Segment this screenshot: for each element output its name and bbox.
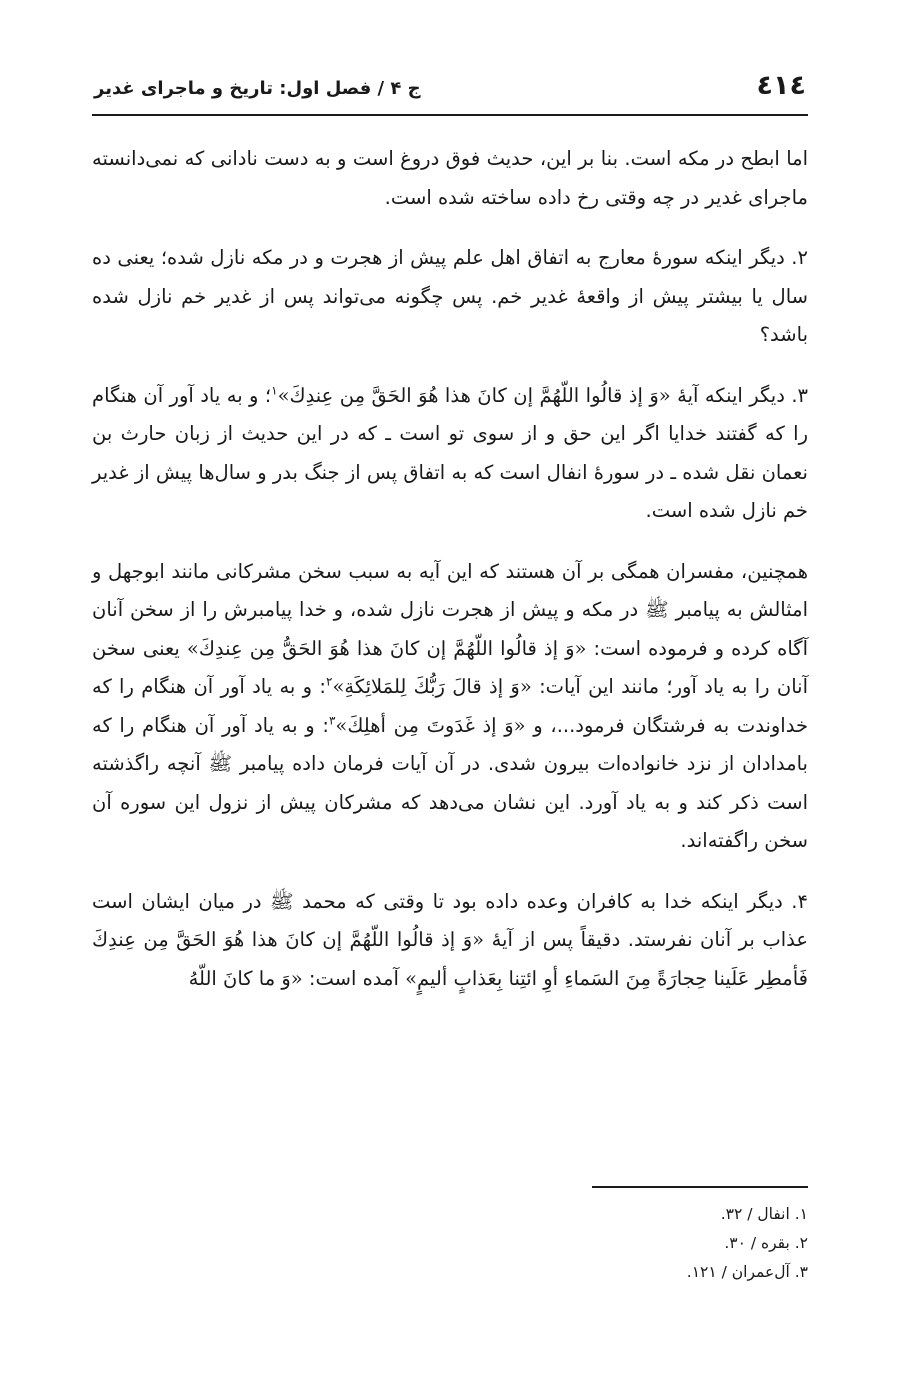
paragraph — [92, 883, 808, 999]
running-title: ج ۴ / فصل اول: تاریخ و ماجرای غدیر — [94, 78, 421, 99]
footnote-separator — [592, 1186, 808, 1188]
paragraph-text: : و به یاد آور آن هنگام را که خداوندت به فرشتگان فرمود...، و — [92, 675, 808, 737]
quran-quote: «وَ إذ غَدَوتَ مِن أهلِكَ» — [335, 713, 526, 737]
paragraph — [92, 377, 808, 531]
paragraph-text: آمده است: — [302, 966, 406, 990]
footnote: ۱. انفال / ۳۲. — [720, 1205, 808, 1223]
paragraph — [92, 140, 808, 217]
quran-quote: «وَ إذ قالُوا اللّهُمَّ إن کانَ هذا هُوَ الحَقُّ مِن عِندِكَ» — [186, 636, 587, 660]
paragraph-text: ۳. دیگر اینکه آیهٔ — [670, 383, 809, 407]
quran-quote: «وَ إذ قالُوا اللّهُمَّ إن کانَ هذا هُوَ الحَقَّ مِن عِندِكَ» — [277, 383, 671, 407]
footnote: ۲. بقره / ۳۰. — [724, 1234, 808, 1252]
quran-quote: «وَ إذ قالُوا اللّهُمَّ إن کانَ هذا هُوَ الحَقَّ مِن عِندِكَ فَأمطِر عَلَینا حِجارَةً مِنَ السَماءِ أوِ ائتِنا بِعَذابٍ ألیمٍ» — [92, 928, 808, 990]
footnote-ref: ۲ — [326, 674, 333, 689]
footnote-ref: ۳ — [328, 713, 336, 727]
paragraph-text: یعنی سخن آنان را به یاد آور؛ مانند این آیات: — [92, 636, 808, 698]
paragraph — [92, 239, 808, 355]
paragraph-text: همچنین، مفسران همگی بر آن هستند که این آیه به سبب سخن مشرکانی مانند ابوجهل و امثالش به پیامبر ﷺ در مکه و پیش از هجرت نازل شده، و خدا پیامبرش را از سخن آنان آگاه کرده و فرموده است: — [92, 559, 809, 660]
page-header — [92, 68, 808, 116]
paragraph-text: ۲. دیگر اینکه سورهٔ معارج به اتفاق اهل علم پیش از هجرت و در مکه نازل شده؛ یعنی ده سال یا بیشتر پیش از واقعهٔ غدیر خم. پس چگونه می‌تواند پس از غدیر خم نازل شده باشد؟ — [92, 246, 808, 346]
quran-quote: «وَ إذ قالَ رَبُّكَ لِلمَلائِكَةِ» — [332, 675, 532, 698]
footnote-ref: ۱ — [271, 383, 278, 397]
body-text — [92, 140, 808, 1020]
footnotes — [408, 1200, 808, 1287]
footnote: ۳. آل‌عمران / ۱۲۱. — [686, 1263, 808, 1281]
page-number: ٤١٤ — [756, 70, 806, 101]
paragraph-text: ؛ و به یاد آور آن هنگام را که گفتند خدایا اگر این حق و از سوی تو است ـ که در این حدیث از زبان حارث بن نعمان نقل شده ـ در سورهٔ انفال است که به اتفاق پس از جنگ بدر و سال‌ها پیش از غدیر خم نازل شده است. — [92, 383, 808, 522]
paragraph-text: ۴. دیگر اینکه خدا به کافران وعده داده بود تا وقتی که محمد ﷺ در میان ایشان است عذاب بر آنان نفرستد. دقیقاً پس از آیهٔ — [92, 889, 809, 951]
quran-quote: «وَ ما کانَ اللّهُ — [188, 966, 303, 990]
paragraph — [92, 553, 808, 861]
paragraph-text: : و به یاد آور آن هنگام را که بامدادان از نزد خانواده‌ات بیرون شدی. در آن آیات فرمان داده پیامبر ﷺ آنچه راگذشته است ذکر کند و به یاد آورد. این نشان می‌دهد که مشرکان پیش از نزول این سوره آن سخن راگفته‌اند. — [92, 713, 808, 852]
paragraph-text: اما ابطح در مکه است. بنا بر این، حدیث فوق دروغ است و به دست نادانی که نمی‌دانسته ماجرای غدیر در چه وقتی رخ داده ساخته شده است. — [92, 147, 808, 209]
